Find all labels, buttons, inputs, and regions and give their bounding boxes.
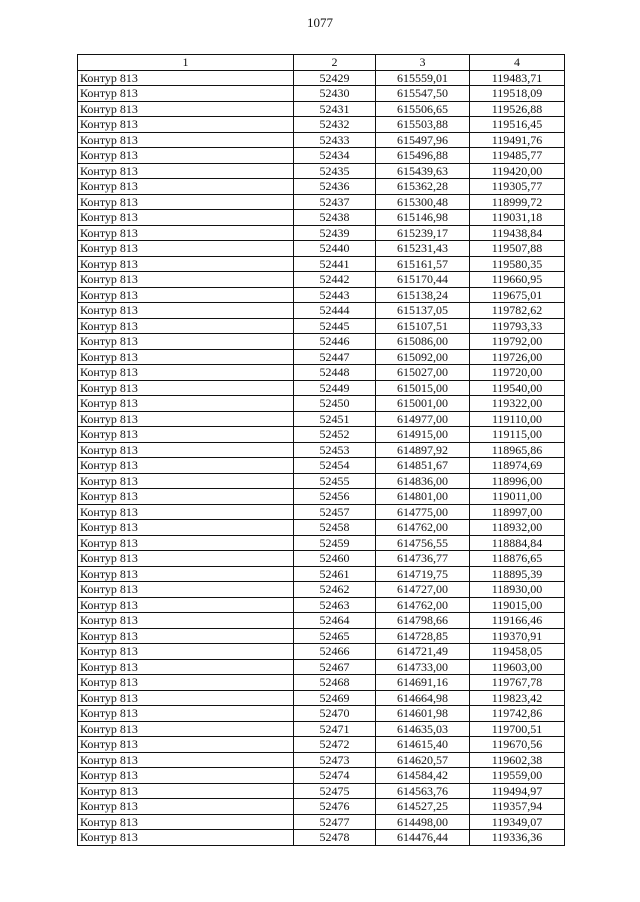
y-coordinate-cell: 119305,77 [470,179,565,195]
table-row [78,318,565,334]
contour-name-cell: Контур 813 [78,179,294,195]
x-coordinate-cell: 615086,00 [376,334,470,350]
contour-name-cell: Контур 813 [78,644,294,660]
table-row [78,783,565,799]
x-coordinate-cell: 614798,66 [376,613,470,629]
column-header-4: 4 [470,55,565,71]
x-coordinate-cell: 614915,00 [376,427,470,443]
table-row [78,256,565,272]
point-number-cell: 52458 [294,520,376,536]
contour-name-cell: Контур 813 [78,520,294,536]
contour-name-cell: Контур 813 [78,132,294,148]
table-row [78,473,565,489]
contour-name-cell: Контур 813 [78,489,294,505]
point-number-cell: 52474 [294,768,376,784]
point-number-cell: 52451 [294,411,376,427]
y-coordinate-cell: 118974,69 [470,458,565,474]
y-coordinate-cell: 119357,94 [470,799,565,815]
contour-name-cell: Контур 813 [78,830,294,846]
y-coordinate-cell: 119483,71 [470,70,565,86]
y-coordinate-cell: 118997,00 [470,504,565,520]
contour-name-cell: Контур 813 [78,535,294,551]
y-coordinate-cell: 118996,00 [470,473,565,489]
contour-name-cell: Контур 813 [78,210,294,226]
point-number-cell: 52453 [294,442,376,458]
x-coordinate-cell: 614736,77 [376,551,470,567]
x-coordinate-cell: 614727,00 [376,582,470,598]
point-number-cell: 52438 [294,210,376,226]
point-number-cell: 52435 [294,163,376,179]
point-number-cell: 52436 [294,179,376,195]
y-coordinate-cell: 119782,62 [470,303,565,319]
x-coordinate-cell: 614775,00 [376,504,470,520]
table-row [78,86,565,102]
x-coordinate-cell: 615300,48 [376,194,470,210]
table-row [78,535,565,551]
x-coordinate-cell: 615146,98 [376,210,470,226]
contour-name-cell: Контур 813 [78,349,294,365]
x-coordinate-cell: 614635,03 [376,721,470,737]
point-number-cell: 52434 [294,148,376,164]
contour-name-cell: Контур 813 [78,551,294,567]
x-coordinate-cell: 615559,01 [376,70,470,86]
y-coordinate-cell: 119516,45 [470,117,565,133]
contour-name-cell: Контур 813 [78,365,294,381]
y-coordinate-cell: 119115,00 [470,427,565,443]
y-coordinate-cell: 119767,78 [470,675,565,691]
x-coordinate-cell: 614836,00 [376,473,470,489]
x-coordinate-cell: 614563,76 [376,783,470,799]
x-coordinate-cell: 615015,00 [376,380,470,396]
table-row [78,396,565,412]
y-coordinate-cell: 119742,86 [470,706,565,722]
y-coordinate-cell: 118884,84 [470,535,565,551]
table-row [78,566,565,582]
point-number-cell: 52446 [294,334,376,350]
contour-name-cell: Контур 813 [78,86,294,102]
point-number-cell: 52466 [294,644,376,660]
y-coordinate-cell: 119518,09 [470,86,565,102]
point-number-cell: 52468 [294,675,376,691]
point-number-cell: 52459 [294,535,376,551]
y-coordinate-cell: 119349,07 [470,814,565,830]
x-coordinate-cell: 614801,00 [376,489,470,505]
point-number-cell: 52439 [294,225,376,241]
y-coordinate-cell: 119603,00 [470,659,565,675]
point-number-cell: 52470 [294,706,376,722]
x-coordinate-cell: 614756,55 [376,535,470,551]
y-coordinate-cell: 119793,33 [470,318,565,334]
y-coordinate-cell: 119792,00 [470,334,565,350]
point-number-cell: 52442 [294,272,376,288]
table-row [78,303,565,319]
table-header-row [78,55,565,71]
x-coordinate-cell: 615027,00 [376,365,470,381]
table-row [78,814,565,830]
x-coordinate-cell: 615439,63 [376,163,470,179]
table-row [78,148,565,164]
table-row [78,458,565,474]
point-number-cell: 52443 [294,287,376,303]
table-row [78,241,565,257]
x-coordinate-cell: 614691,16 [376,675,470,691]
table-row [78,644,565,660]
table-row [78,721,565,737]
point-number-cell: 52472 [294,737,376,753]
y-coordinate-cell: 119540,00 [470,380,565,396]
point-number-cell: 52461 [294,566,376,582]
x-coordinate-cell: 615107,51 [376,318,470,334]
x-coordinate-cell: 615001,00 [376,396,470,412]
x-coordinate-cell: 614728,85 [376,628,470,644]
table-row [78,287,565,303]
y-coordinate-cell: 119823,42 [470,690,565,706]
y-coordinate-cell: 119031,18 [470,210,565,226]
point-number-cell: 52478 [294,830,376,846]
contour-name-cell: Контур 813 [78,814,294,830]
point-number-cell: 52462 [294,582,376,598]
page-number: 1077 [307,15,333,30]
table-row [78,365,565,381]
x-coordinate-cell: 614476,44 [376,830,470,846]
table-row [78,675,565,691]
table-row [78,628,565,644]
x-coordinate-cell: 614584,42 [376,768,470,784]
y-coordinate-cell: 119110,00 [470,411,565,427]
contour-name-cell: Контур 813 [78,597,294,613]
contour-name-cell: Контур 813 [78,442,294,458]
table-row [78,582,565,598]
table-row [78,489,565,505]
y-coordinate-cell: 119370,91 [470,628,565,644]
table-row [78,752,565,768]
table-row [78,117,565,133]
y-coordinate-cell: 118965,86 [470,442,565,458]
y-coordinate-cell: 119720,00 [470,365,565,381]
x-coordinate-cell: 615161,57 [376,256,470,272]
x-coordinate-cell: 614721,49 [376,644,470,660]
point-number-cell: 52457 [294,504,376,520]
y-coordinate-cell: 118876,65 [470,551,565,567]
table-row [78,427,565,443]
x-coordinate-cell: 615362,28 [376,179,470,195]
table-row [78,225,565,241]
point-number-cell: 52463 [294,597,376,613]
table-row [78,597,565,613]
x-coordinate-cell: 615497,96 [376,132,470,148]
table-row [78,179,565,195]
table-row [78,163,565,179]
point-number-cell: 52475 [294,783,376,799]
contour-name-cell: Контур 813 [78,241,294,257]
table-row [78,101,565,117]
contour-name-cell: Контур 813 [78,256,294,272]
x-coordinate-cell: 615137,05 [376,303,470,319]
x-coordinate-cell: 615496,88 [376,148,470,164]
contour-name-cell: Контур 813 [78,690,294,706]
table-row [78,690,565,706]
x-coordinate-cell: 614664,98 [376,690,470,706]
y-coordinate-cell: 119559,00 [470,768,565,784]
contour-name-cell: Контур 813 [78,566,294,582]
y-coordinate-cell: 118930,00 [470,582,565,598]
y-coordinate-cell: 119580,35 [470,256,565,272]
x-coordinate-cell: 614601,98 [376,706,470,722]
y-coordinate-cell: 119700,51 [470,721,565,737]
contour-name-cell: Контур 813 [78,427,294,443]
point-number-cell: 52432 [294,117,376,133]
contour-name-cell: Контур 813 [78,473,294,489]
contour-name-cell: Контур 813 [78,706,294,722]
table-row [78,659,565,675]
x-coordinate-cell: 614733,00 [376,659,470,675]
contour-name-cell: Контур 813 [78,783,294,799]
contour-name-cell: Контур 813 [78,721,294,737]
y-coordinate-cell: 119526,88 [470,101,565,117]
contour-name-cell: Контур 813 [78,458,294,474]
point-number-cell: 52429 [294,70,376,86]
point-number-cell: 52433 [294,132,376,148]
point-number-cell: 52464 [294,613,376,629]
contour-name-cell: Контур 813 [78,303,294,319]
y-coordinate-cell: 119322,00 [470,396,565,412]
table-row [78,442,565,458]
contour-name-cell: Контур 813 [78,334,294,350]
table-row [78,706,565,722]
y-coordinate-cell: 118932,00 [470,520,565,536]
contour-name-cell: Контур 813 [78,613,294,629]
contour-name-cell: Контур 813 [78,396,294,412]
x-coordinate-cell: 614615,40 [376,737,470,753]
contour-name-cell: Контур 813 [78,659,294,675]
contour-name-cell: Контур 813 [78,675,294,691]
point-number-cell: 52444 [294,303,376,319]
y-coordinate-cell: 119602,38 [470,752,565,768]
table-row [78,70,565,86]
point-number-cell: 52471 [294,721,376,737]
point-number-cell: 52437 [294,194,376,210]
y-coordinate-cell: 119675,01 [470,287,565,303]
point-number-cell: 52440 [294,241,376,257]
y-coordinate-cell: 119015,00 [470,597,565,613]
x-coordinate-cell: 615170,44 [376,272,470,288]
x-coordinate-cell: 615503,88 [376,117,470,133]
contour-name-cell: Контур 813 [78,272,294,288]
y-coordinate-cell: 119507,88 [470,241,565,257]
contour-name-cell: Контур 813 [78,287,294,303]
table-row [78,520,565,536]
y-coordinate-cell: 119485,77 [470,148,565,164]
point-number-cell: 52430 [294,86,376,102]
point-number-cell: 52467 [294,659,376,675]
contour-name-cell: Контур 813 [78,194,294,210]
table-row [78,737,565,753]
y-coordinate-cell: 119336,36 [470,830,565,846]
point-number-cell: 52452 [294,427,376,443]
point-number-cell: 52431 [294,101,376,117]
point-number-cell: 52455 [294,473,376,489]
point-number-cell: 52465 [294,628,376,644]
y-coordinate-cell: 119166,46 [470,613,565,629]
x-coordinate-cell: 614851,67 [376,458,470,474]
contour-name-cell: Контур 813 [78,582,294,598]
contour-name-cell: Контур 813 [78,411,294,427]
contour-name-cell: Контур 813 [78,148,294,164]
y-coordinate-cell: 119660,95 [470,272,565,288]
y-coordinate-cell: 119491,76 [470,132,565,148]
point-number-cell: 52450 [294,396,376,412]
point-number-cell: 52456 [294,489,376,505]
y-coordinate-cell: 119011,00 [470,489,565,505]
table-row [78,411,565,427]
y-coordinate-cell: 119420,00 [470,163,565,179]
x-coordinate-cell: 614977,00 [376,411,470,427]
contour-name-cell: Контур 813 [78,101,294,117]
table-body [78,70,565,845]
x-coordinate-cell: 614762,00 [376,520,470,536]
point-number-cell: 52448 [294,365,376,381]
y-coordinate-cell: 119726,00 [470,349,565,365]
x-coordinate-cell: 615547,50 [376,86,470,102]
contour-name-cell: Контур 813 [78,70,294,86]
contour-name-cell: Контур 813 [78,737,294,753]
table-row [78,768,565,784]
x-coordinate-cell: 615231,43 [376,241,470,257]
contour-name-cell: Контур 813 [78,163,294,179]
contour-name-cell: Контур 813 [78,318,294,334]
coordinates-table [77,54,565,846]
table-row [78,613,565,629]
point-number-cell: 52460 [294,551,376,567]
x-coordinate-cell: 615092,00 [376,349,470,365]
contour-name-cell: Контур 813 [78,799,294,815]
x-coordinate-cell: 615506,65 [376,101,470,117]
table-row [78,830,565,846]
point-number-cell: 52447 [294,349,376,365]
x-coordinate-cell: 614719,75 [376,566,470,582]
table-row [78,194,565,210]
y-coordinate-cell: 119458,05 [470,644,565,660]
x-coordinate-cell: 614498,00 [376,814,470,830]
point-number-cell: 52476 [294,799,376,815]
x-coordinate-cell: 615239,17 [376,225,470,241]
column-header-1: 1 [78,55,294,71]
x-coordinate-cell: 614762,00 [376,597,470,613]
table-row [78,210,565,226]
contour-name-cell: Контур 813 [78,117,294,133]
y-coordinate-cell: 119438,84 [470,225,565,241]
x-coordinate-cell: 615138,24 [376,287,470,303]
contour-name-cell: Контур 813 [78,380,294,396]
contour-name-cell: Контур 813 [78,225,294,241]
y-coordinate-cell: 119494,97 [470,783,565,799]
point-number-cell: 52469 [294,690,376,706]
table-row [78,380,565,396]
contour-name-cell: Контур 813 [78,752,294,768]
y-coordinate-cell: 118895,39 [470,566,565,582]
table-row [78,799,565,815]
table-row [78,551,565,567]
x-coordinate-cell: 614620,57 [376,752,470,768]
table-row [78,272,565,288]
point-number-cell: 52449 [294,380,376,396]
point-number-cell: 52441 [294,256,376,272]
contour-name-cell: Контур 813 [78,504,294,520]
table-row [78,349,565,365]
point-number-cell: 52473 [294,752,376,768]
table-row [78,334,565,350]
contour-name-cell: Контур 813 [78,768,294,784]
y-coordinate-cell: 118999,72 [470,194,565,210]
table-row [78,132,565,148]
point-number-cell: 52445 [294,318,376,334]
column-header-2: 2 [294,55,376,71]
y-coordinate-cell: 119670,56 [470,737,565,753]
point-number-cell: 52454 [294,458,376,474]
point-number-cell: 52477 [294,814,376,830]
x-coordinate-cell: 614527,25 [376,799,470,815]
column-header-3: 3 [376,55,470,71]
table-row [78,504,565,520]
contour-name-cell: Контур 813 [78,628,294,644]
x-coordinate-cell: 614897,92 [376,442,470,458]
